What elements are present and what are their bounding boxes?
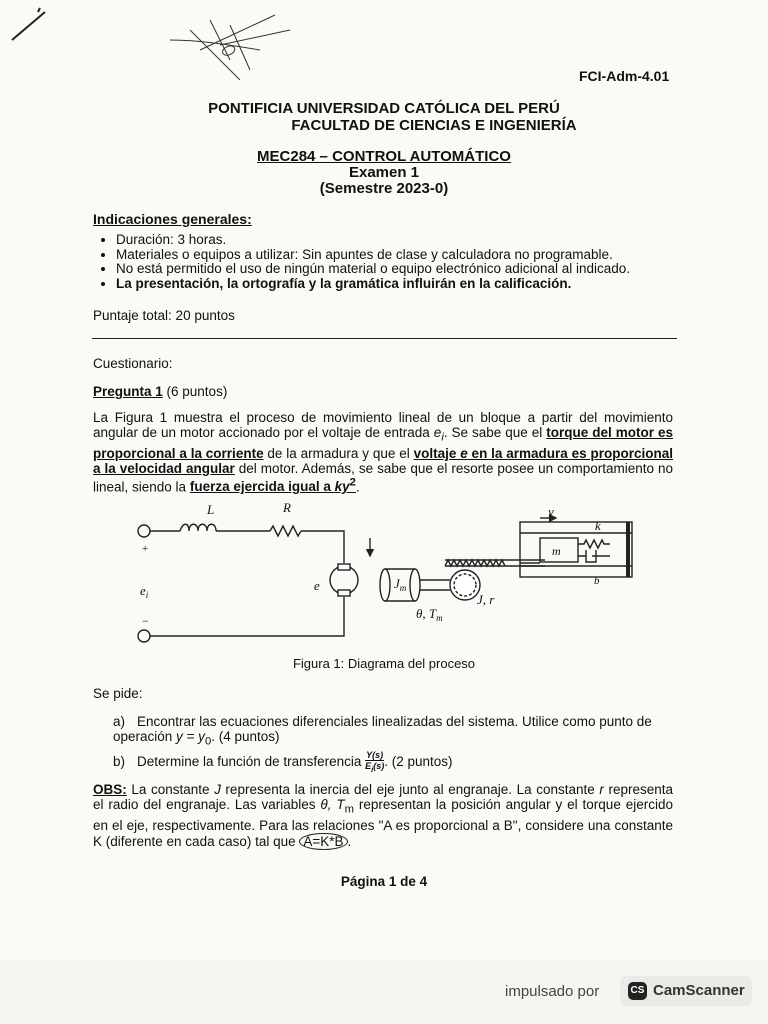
question-points: (6 puntos) [162,384,228,399]
label-m: m [552,544,561,558]
list-item: • La presentación, la ortografía y la gramática influirán en la calificación. [116,277,706,292]
math-sub: i [371,764,374,774]
obs-label: OBS: [93,782,127,797]
emphasis-text: torque del motor es proporcional a la corriente [93,425,674,461]
indications-list [93,233,706,291]
faculty-name: FACULTAD DE CIENCIAS E INGENIERÍA [291,117,577,134]
page-number: Página 1 de 4 [340,874,428,889]
question-title: Pregunta 1 [93,384,163,399]
math-var: (s) [373,761,385,771]
text-run: representan la posición angular y el torque ejercido en el eje, respectivamente. Para las relaciones "A es proporcional a B", considere una constante K (diferente en cada caso) tal que [93,797,673,849]
fraction-denominator [365,761,384,775]
text-run: fuerza ejercida igual a [189,479,335,495]
text-run: en la armadura es proporcional a la velocidad angular [93,445,673,476]
label-theta: θ, $T_m$ [416,606,443,623]
text-run: . (2 puntos) [384,753,453,769]
document-code: FCI-Adm-4.01 [579,68,670,84]
exam-title: Examen 1 [348,164,420,181]
math-var: y = y [176,729,205,744]
circled-relation: A=K*B [299,833,347,850]
text-run: . Se sabe que el [443,425,547,440]
math-var: θ, T [320,797,345,812]
label-ei: $e_i$ [140,583,149,600]
input-terminal-top [138,525,150,537]
text-run: . (4 puntos) [211,729,280,744]
observation-note [93,782,673,850]
questionnaire-label: Cuestionario: [93,356,173,371]
label-e: e [314,578,320,593]
indications-title: Indicaciones generales: [93,211,252,227]
spring-symbol [578,540,610,548]
label-minus: − [142,614,149,628]
university-name: PONTIFICIA UNIVERSIDAD CATÓLICA DEL PERÚ [208,100,560,117]
question-statement [93,410,673,494]
label-L: L [207,502,215,517]
inductor-symbol [180,524,216,531]
math-var: e [433,425,442,440]
text-run: . [355,479,360,495]
camscanner-badge [620,976,752,1006]
input-terminal-bottom [138,630,150,642]
text-run: Encontrar las ecuaciones diferenciales linealizadas del sistema. Utilice como punto de operación [113,714,652,744]
request-a [113,714,673,750]
math-sub: 0 [204,735,212,748]
figure-caption: Figura 1: Diagrama del proceso [292,656,476,671]
block-housing [520,522,632,577]
text-run: voltaje [413,445,461,461]
math-sub: m [344,803,354,816]
label-plus: + [142,543,149,555]
text-run: Determine la función de transferencia [137,753,366,769]
camscanner-logo-icon: CS [628,982,647,1000]
math-exp: 2 [349,476,356,489]
label-b: b [594,575,600,587]
requests-label: Se pide: [93,686,143,701]
transfer-fraction [365,750,384,775]
semester: (Semestre 2023-0) [319,180,449,197]
request-label: b) [113,753,126,769]
label-R: R [283,500,291,515]
math-var: ky [334,479,350,495]
math-var: r [599,782,604,797]
motor-shaft [420,580,450,590]
text-run: representa el radio del engranaje. Las variables [93,782,674,812]
label-Jr: J, r [477,592,495,607]
text-run: del motor. Además, se sabe que el resorte posee un comportamiento no lineal, siendo la [93,460,673,495]
signature-scribble [0,0,310,100]
list-item: • Duración: 3 horas. [116,233,706,248]
emphasis-text [189,476,356,495]
resistor-symbol [270,526,301,536]
request-label: a) [113,714,126,729]
label-Jm: $J_m$ [394,576,407,593]
math-var: J [214,782,221,797]
damper-symbol [578,550,610,562]
math-sub: i [441,431,444,444]
text-run: de la armadura y que el [263,445,414,461]
total-points: Puntaje total: 20 puntos [93,308,235,323]
label-y: y [548,504,554,519]
process-diagram [120,500,640,660]
text-run: La Figura 1 muestra el proceso de movimiento lineal de un bloque a partir del movimiento angular de un motor accionado por el voltaje de entrada [93,410,673,440]
question-heading [93,384,227,399]
math-var: E [365,761,372,771]
text-run: representa la inercia del eje junto al engranaje. La constante [220,782,600,797]
label-k: k [595,518,601,533]
list-item: • Materiales o equipos a utilizar: Sin apuntes de clase y calculadora no programable. [116,248,706,263]
text-run: . [347,833,352,849]
powered-by-text: impulsado por [505,983,600,1000]
math-var: e [460,445,468,461]
fraction-numerator: Y(s) [366,750,384,760]
camscanner-name: CamScanner [653,982,745,999]
text-run: La constante [126,782,215,797]
request-b [113,750,673,775]
course-title: MEC284 – CONTROL AUTOMÁTICO [257,148,511,165]
divider [92,338,677,339]
list-item: • No está permitido el uso de ningún material o equipo electrónico adicional al indicado. [116,262,706,277]
